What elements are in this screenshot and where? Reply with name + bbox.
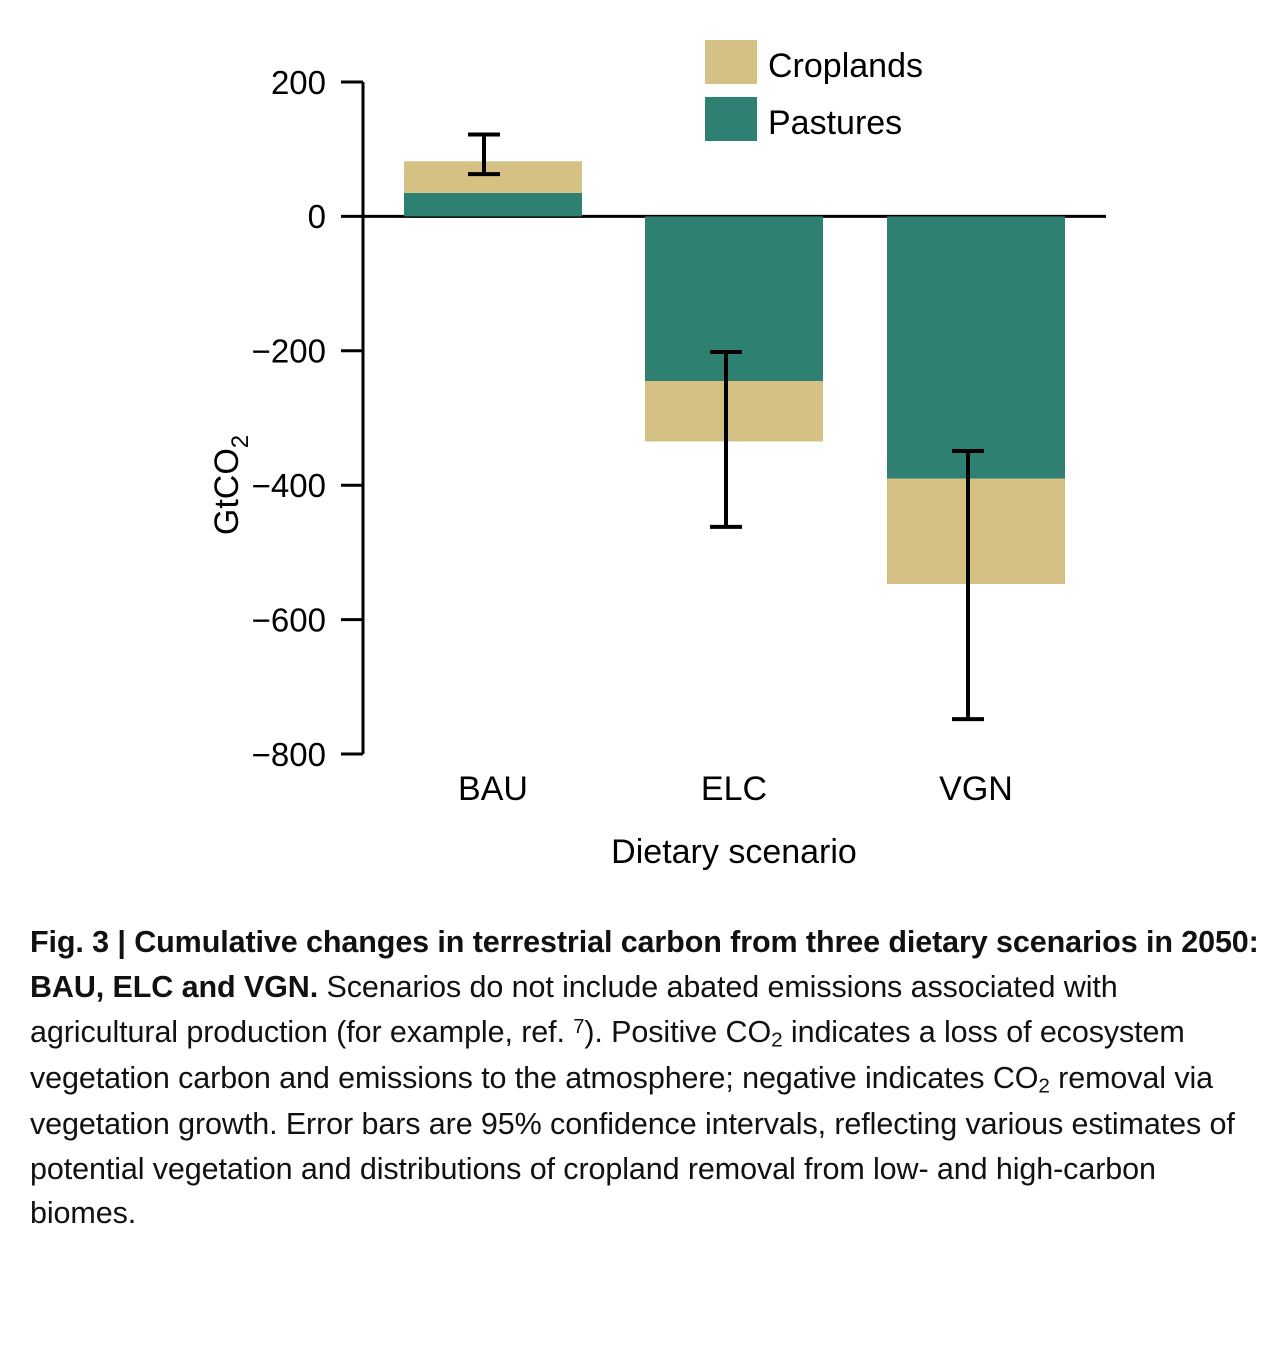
bar-segment-pastures-vgn bbox=[887, 216, 1065, 478]
svg-text:GtCO2 bbox=[208, 435, 254, 535]
bar-group-bau bbox=[404, 161, 582, 216]
bar-segment-pastures-elc bbox=[645, 216, 823, 381]
y-tick-label: −400 bbox=[251, 467, 326, 504]
y-tick-label: −600 bbox=[251, 601, 326, 639]
y-axis-title-text: GtCO bbox=[208, 448, 246, 536]
x-tick-labels bbox=[458, 770, 1013, 808]
legend-swatch-pastures bbox=[705, 97, 757, 141]
caption-text-1: Scenarios do not include abated emissions associated with agricultural production (for example, ref. bbox=[30, 969, 1118, 1049]
y-axis bbox=[341, 82, 363, 754]
caption-sub-1: 2 bbox=[771, 1028, 783, 1052]
x-axis-title: Dietary scenario bbox=[611, 833, 857, 871]
bar-segment-pastures-bau bbox=[404, 193, 582, 217]
y-tick-labels bbox=[252, 64, 326, 773]
legend-swatch-croplands bbox=[705, 40, 757, 84]
x-tick-label-vgn: VGN bbox=[939, 770, 1013, 808]
bar-group-vgn bbox=[887, 216, 1065, 584]
caption-text-4: removal via vegetation growth. Error bars are 95% confidence intervals, reflecting various estimates of potential vegetation and distributions of cropland removal from low- and high-carbon biomes. bbox=[30, 1060, 1235, 1231]
caption-text-2: ). Positive CO bbox=[584, 1014, 772, 1049]
bar-segment-croplands-bau bbox=[404, 161, 582, 193]
figure-caption bbox=[30, 920, 1265, 1236]
legend-label-croplands: Croplands bbox=[768, 47, 923, 85]
y-tick-label: −200 bbox=[251, 332, 326, 370]
y-tick-label: 200 bbox=[270, 64, 326, 101]
caption-sub-2: 2 bbox=[1038, 1074, 1050, 1098]
bar-group-elc bbox=[645, 216, 823, 441]
caption-text-3: indicates a loss of ecosystem vegetation carbon and emissions to the atmosphere; negative indicates CO bbox=[30, 1014, 1185, 1095]
bar-segment-croplands-vgn bbox=[887, 479, 1065, 585]
caption-reference-marker: 7 bbox=[573, 1015, 585, 1038]
legend bbox=[705, 40, 923, 142]
y-tick-label: −800 bbox=[251, 736, 326, 773]
caption-lead: Fig. 3 | Cumulative changes in terrestrial carbon from three dietary scenarios in 2050: BAU, ELC and VGN. bbox=[30, 925, 1259, 1004]
y-axis-title bbox=[208, 435, 254, 535]
x-tick-label-elc: ELC bbox=[700, 770, 768, 808]
legend-label-pastures: Pastures bbox=[768, 104, 903, 142]
x-tick-label-bau: BAU bbox=[458, 770, 528, 808]
bar-segment-croplands-elc bbox=[645, 381, 823, 442]
y-axis-title-sub: 2 bbox=[227, 434, 254, 449]
y-tick-label: 0 bbox=[307, 198, 326, 235]
